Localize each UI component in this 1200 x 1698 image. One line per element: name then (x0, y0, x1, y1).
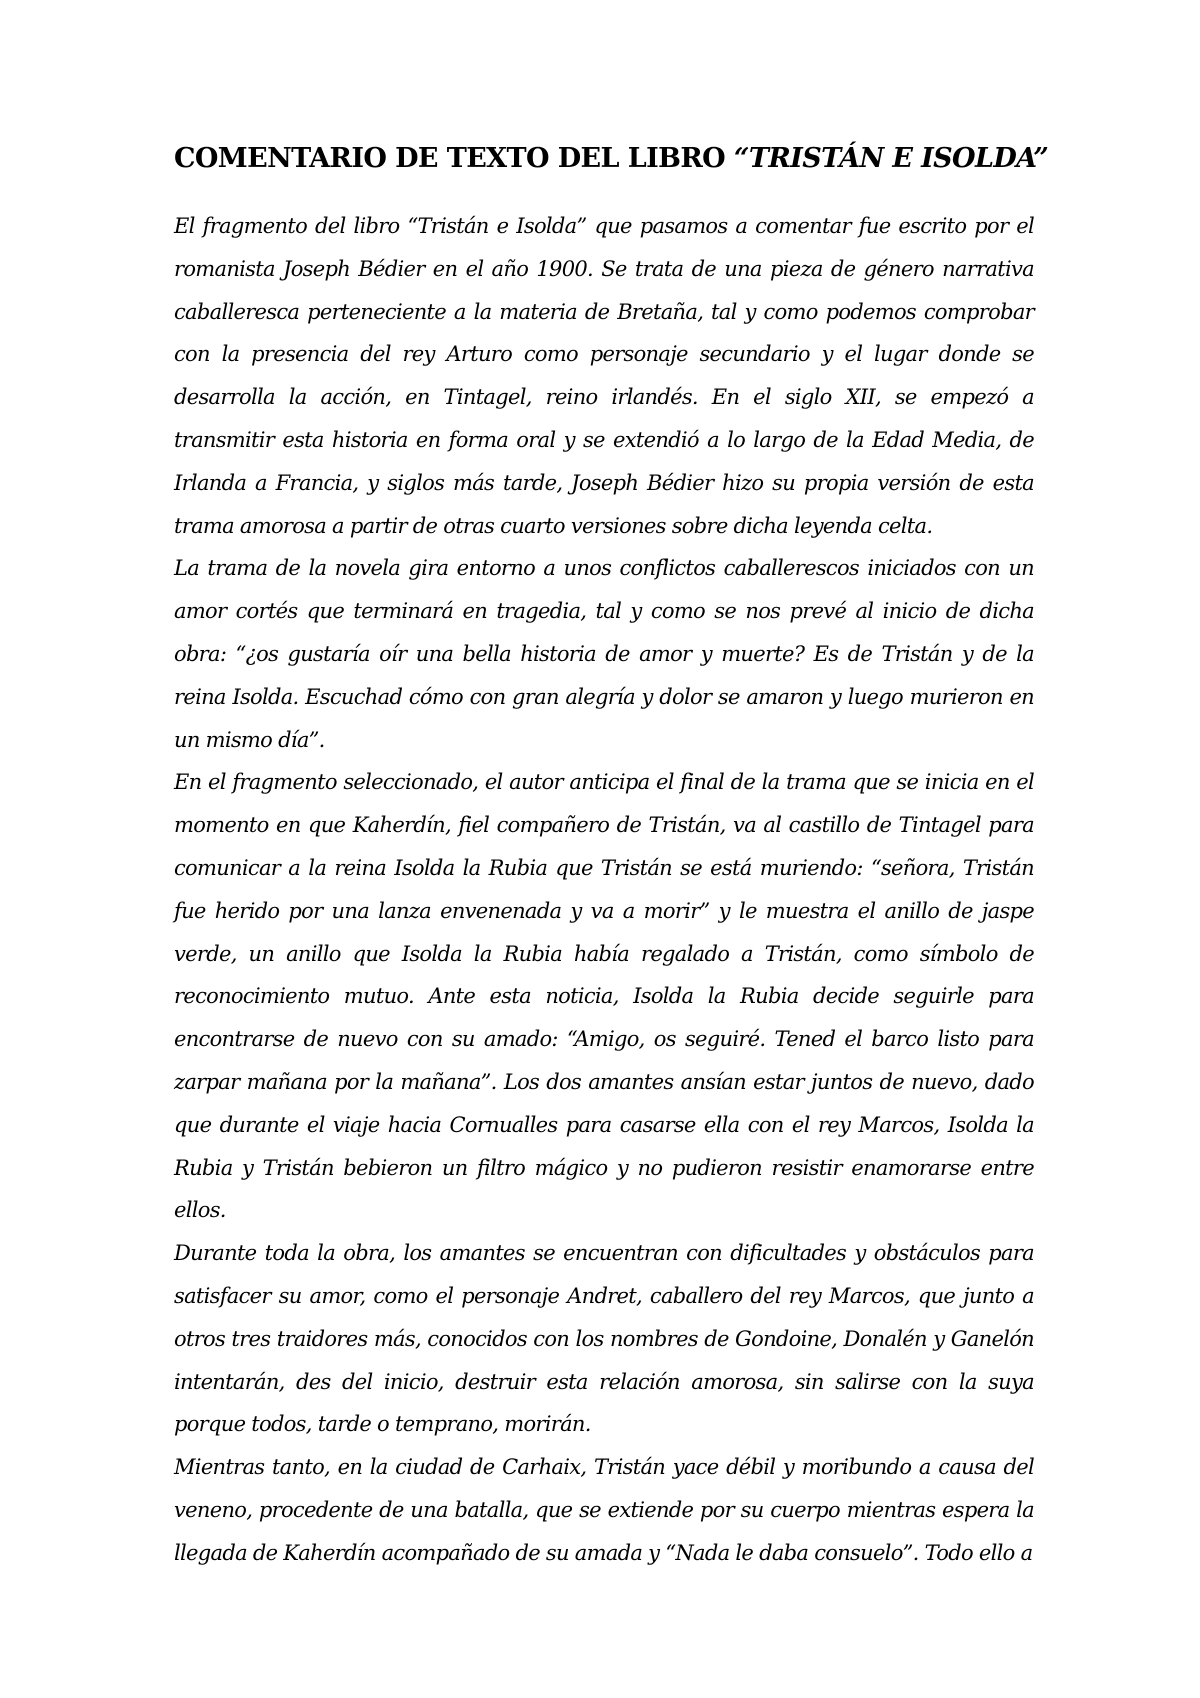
document-title (174, 143, 1054, 174)
title-main: COMENTARIO DE TEXTO DEL LIBRO (174, 143, 734, 174)
title-work: “TRISTÁN E ISOLDA” (733, 143, 1049, 174)
paragraph-4: Durante toda la obra, los amantes se encuentran con dificultades y obstáculos para satisfacer su amor, como el personaje Andret, caballero del rey Marcos, que junto a otros tres traidores más, conocidos con los nombres de Gondoine, Donalén y Ganelón intentarán, des del inicio, destruir esta relación amorosa, sin salirse con la suya porque todos, tarde o temprano, morirán. (174, 1241, 1034, 1437)
paragraph-1: El fragmento del libro “Tristán e Isolda” que pasamos a comentar fue escrito por el romanista Joseph Bédier en el año 1900. Se trata de una pieza de género narrativa caballeresca perteneciente a la materia de Bretaña, tal y como podemos comprobar con la presencia del rey Arturo como personaje secundario y el lugar donde se desarrolla la acción, en Tintagel, reino irlandés. En el siglo XII, se empezó a transmitir esta historia en forma oral y se extendió a lo largo de la Edad Media, de Irlanda a Francia, y siglos más tarde, Joseph Bédier hizo su propia versión de esta trama amorosa a partir de otras cuarto versiones sobre dicha leyenda celta. (174, 214, 1034, 538)
paragraph-3: En el fragmento seleccionado, el autor anticipa el final de la trama que se inicia en el momento en que Kaherdín, fiel compañero de Tristán, va al castillo de Tintagel para comunicar a la reina Isolda la Rubia que Tristán se está muriendo: “señora, Tristán fue herido por una lanza envenenada y va a morir” y le muestra el anillo de jaspe verde, un anillo que Isolda la Rubia había regalado a Tristán, como símbolo de reconocimiento mutuo. Ante esta noticia, Isolda la Rubia decide seguirle para encontrarse de nuevo con su amado: “Amigo, os seguiré. Tened el barco listo para zarpar mañana por la mañana”. Los dos amantes ansían estar juntos de nuevo, dado que durante el viaje hacia Cornualles para casarse ella con el rey Marcos, Isolda la Rubia y Tristán bebieron un filtro mágico y no pudieron resistir enamorarse entre ellos. (174, 770, 1034, 1223)
document-body (174, 205, 1034, 1575)
paragraph-2: La trama de la novela gira entorno a unos conflictos caballerescos iniciados con un amor cortés que terminará en tragedia, tal y como se nos prevé al inicio de dicha obra: “¿os gustaría oír una bella historia de amor y muerte? Es de Tristán y de la reina Isolda. Escuchad cómo con gran alegría y dolor se amaron y luego murieron en un mismo día”. (174, 556, 1034, 752)
paragraph-5: Mientras tanto, en la ciudad de Carhaix, Tristán yace débil y moribundo a causa del veneno, procedente de una batalla, que se extiende por su cuerpo mientras espera la llegada de Kaherdín acompañado de su amada y “Nada le daba consuelo”. Todo ello a (174, 1455, 1034, 1565)
